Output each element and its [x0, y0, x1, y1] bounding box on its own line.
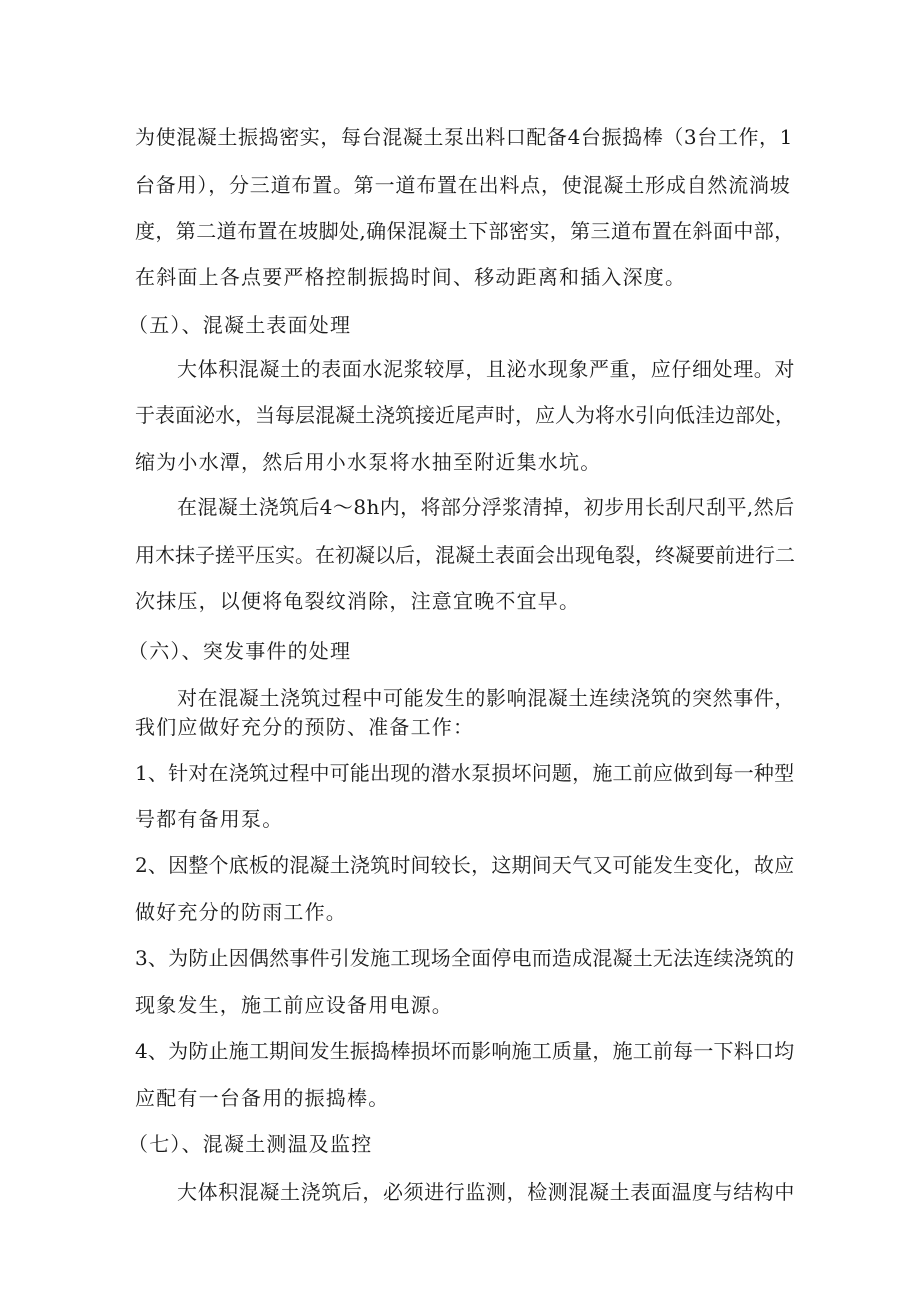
section-heading-7: （七）、混凝土测温及监控 [128, 1132, 373, 1156]
paragraph-line: 缩为小水潭，然后用小水泵将水抽至附近集水坑。 [135, 450, 602, 474]
paragraph-line: 在混凝土浇筑后4～8h内，将部分浮浆清掉，初步用长刮尺刮平,然后 [177, 495, 795, 519]
list-item-1: 1、针对在浇筑过程中可能出现的潜水泵损坏问题，施工前应做到每一种型 [135, 761, 795, 785]
list-item-4: 4、为防止施工期间发生振捣棒损坏而影响施工质量，施工前每一下料口均 [135, 1039, 795, 1063]
paragraph-line: 在斜面上各点要严格控制振捣时间、移动距离和插入深度。 [135, 265, 687, 289]
section-heading-5: （五）、混凝土表面处理 [128, 313, 352, 337]
list-item-4-cont: 应配有一台备用的振捣棒。 [135, 1086, 390, 1110]
list-item-3-cont: 现象发生，施工前应设备用电源。 [135, 993, 453, 1017]
list-item-3: 3、为防止因偶然事件引发施工现场全面停电而造成混凝土无法连续浇筑的 [135, 946, 795, 970]
paragraph-line: 台备用），分三道布置。第一道布置在出料点，使混凝土形成自然流淌坡 [135, 173, 791, 197]
paragraph-line: 度，第二道布置在坡脚处,确保混凝土下部密实，第三道布置在斜面中部， [135, 219, 795, 243]
paragraph-line: 对在混凝土浇筑过程中可能发生的影响混凝土连续浇筑的突然事件， [177, 686, 795, 710]
list-item-1-cont: 号都有备用泵。 [135, 807, 284, 831]
paragraph-line: 于表面泌水，当每层混凝土浇筑接近尾声时，应人为将水引向低洼边部处， [135, 403, 795, 427]
paragraph-line: 我们应做好充分的预防、准备工作： [135, 715, 475, 739]
paragraph-line: 为使混凝土振捣密实，每台混凝土泵出料口配备4台振捣棒（3台工作，1 [135, 125, 793, 149]
list-item-2-cont: 做好充分的防雨工作。 [135, 900, 347, 924]
paragraph-line: 次抹压，以便将龟裂纹消除，注意宜晚不宜早。 [135, 589, 581, 613]
paragraph-line: 大体积混凝土的表面水泥浆较厚，且泌水现象严重，应仔细处理。对 [177, 357, 795, 381]
paragraph-line: 用木抹子搓平压实。在初凝以后，混凝土表面会出现龟裂，终凝要前进行二 [135, 543, 795, 567]
paragraph-line: 大体积混凝土浇筑后，必须进行监测，检测混凝土表面温度与结构中 [177, 1180, 795, 1204]
list-item-2: 2、因整个底板的混凝土浇筑时间较长，这期间天气又可能发生变化，故应 [135, 853, 795, 877]
section-heading-6: （六）、突发事件的处理 [128, 639, 352, 663]
